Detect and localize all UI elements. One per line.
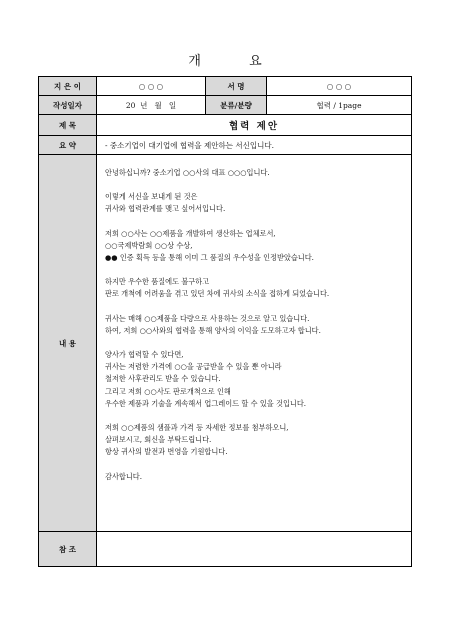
summary-value[interactable]: - 중소기업이 대기업에 협력을 제안하는 서신입니다. [97,136,412,155]
content-line: 판로 개척에 어려움을 겪고 있던 차에 귀사의 소식을 접하게 되었습니다. [105,289,330,299]
summary-row [39,136,412,155]
content-paragraph [105,191,405,215]
content-line: 귀사는 저렴한 가격에 ○○을 공급받을 수 있을 뿐 아니라 [105,362,282,372]
subject-row [39,115,412,136]
category-value[interactable]: 협력 / 1page [267,96,412,115]
author-row [39,77,412,96]
content-paragraph [105,471,405,483]
overview-table [38,76,412,567]
content-paragraph [105,313,405,337]
content-row [39,155,412,532]
content-paragraph [105,276,405,300]
content-paragraph [105,349,405,410]
content-line: 안녕하십니까? 중소기업 ○○사의 대표 ○○○입니다. [105,168,270,177]
content-line: 우수한 제품과 기술을 계속해서 업그레이드 할 수 있을 것입니다. [105,398,307,408]
signature-value[interactable]: ○ ○ ○ [267,77,412,96]
date-row [39,96,412,115]
content-line: 살펴보시고, 회신을 부탁드립니다. [105,435,212,445]
content-line: 양사가 협력할 수 있다면, [105,350,184,360]
content-line: 철저한 사후관리도 받을 수 있습니다. [105,374,221,384]
reference-label: 참 조 [39,532,97,567]
reference-value[interactable] [97,532,412,567]
summary-label: 요 약 [39,136,97,155]
content-line: ●● 인증 획득 등을 통해 이미 그 품질의 우수성을 인정받았습니다. [105,253,314,263]
content-body[interactable] [97,155,412,532]
content-line: 하지만 우수한 품질에도 불구하고 [105,277,210,287]
author-label: 지 은 이 [39,77,97,96]
signature-label: 서 명 [206,77,267,96]
content-paragraph [105,228,405,265]
author-value[interactable]: ○ ○ ○ [97,77,206,96]
reference-row [39,532,412,567]
subject-label: 제 목 [39,115,97,136]
document-title: 개 요 [188,54,284,69]
date-value[interactable]: 20 년 월 일 [97,96,206,115]
content-line: ○○국제박람회 ○○상 수상, [105,240,193,250]
content-line: 이렇게 서신을 보내게 된 것은 [105,192,198,202]
content-line: 저희 ○○사는 ○○제품을 개발하여 생산하는 업체로서, [105,228,276,238]
content-paragraph [105,422,405,459]
content-line: 귀사는 매해 ○○제품을 다량으로 사용하는 것으로 알고 있습니다. [105,313,310,323]
content-label: 내 용 [39,155,97,532]
category-label: 분류/분량 [206,96,267,115]
content-line: 저희 ○○제품의 샘플과 가격 등 자세한 정보를 첨부하오니, [105,423,289,433]
content-line: 감사합니다. [105,471,143,481]
content-line: 하여, 저희 ○○사와의 협력을 통해 양사의 이익을 도모하고자 합니다. [105,325,321,335]
content-paragraph [105,167,405,179]
content-line: 그리고 저희 ○○사도 판로개척으로 인해 [105,386,231,396]
content-line: 귀사와 협력관계를 맺고 싶어서입니다. [105,204,226,214]
content-line: 항상 귀사의 발전과 번영을 기원합니다. [105,447,228,457]
date-label: 작성일자 [39,96,97,115]
subject-value[interactable]: 협력 제안 [97,115,412,136]
